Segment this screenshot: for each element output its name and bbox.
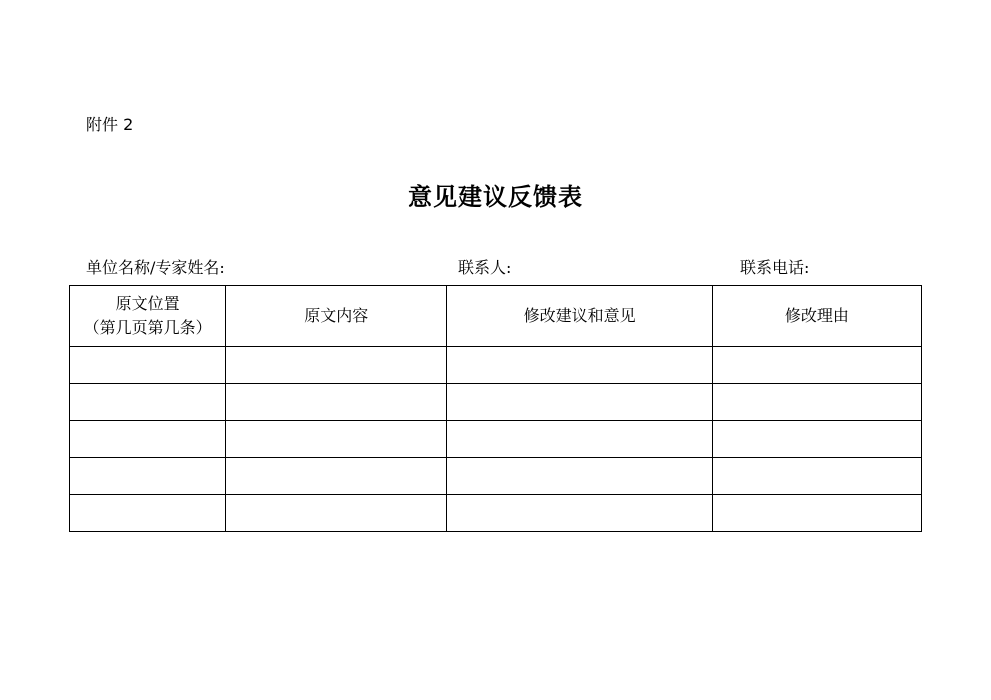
table-cell[interactable] <box>226 458 447 495</box>
table-cell[interactable] <box>226 421 447 458</box>
header-suggestions: 修改建议和意见 <box>447 286 712 347</box>
table-cell[interactable] <box>712 458 921 495</box>
table-cell[interactable] <box>226 347 447 384</box>
table-cell[interactable] <box>712 384 921 421</box>
table-cell[interactable] <box>70 347 226 384</box>
table-row <box>70 347 922 384</box>
table-row <box>70 421 922 458</box>
table-cell[interactable] <box>226 384 447 421</box>
page-title: 意见建议反馈表 <box>408 182 583 211</box>
attachment-label: 附件 2 <box>86 115 134 134</box>
contact-person-label: 联系人: <box>458 258 512 277</box>
feedback-table <box>69 285 922 532</box>
table-cell[interactable] <box>447 421 712 458</box>
table-cell[interactable] <box>712 495 921 532</box>
table-cell[interactable] <box>70 495 226 532</box>
table-cell[interactable] <box>70 421 226 458</box>
table-cell[interactable] <box>712 421 921 458</box>
table-cell[interactable] <box>447 384 712 421</box>
table-row <box>70 495 922 532</box>
table-cell[interactable] <box>712 347 921 384</box>
header-row <box>70 286 922 347</box>
contact-phone-label: 联系电话: <box>740 258 810 277</box>
header-original-position-line2: （第几页第几条） <box>83 318 212 337</box>
unit-name-label: 单位名称/专家姓名: <box>86 258 225 277</box>
header-original-position <box>70 286 226 347</box>
table-row <box>70 458 922 495</box>
header-reason: 修改理由 <box>712 286 921 347</box>
table-cell[interactable] <box>447 495 712 532</box>
table-cell[interactable] <box>70 384 226 421</box>
header-original-content: 原文内容 <box>226 286 447 347</box>
header-original-position-line1: 原文位置 <box>115 294 180 313</box>
table-cell[interactable] <box>70 458 226 495</box>
table-cell[interactable] <box>447 458 712 495</box>
table-cell[interactable] <box>226 495 447 532</box>
table-row <box>70 384 922 421</box>
table-cell[interactable] <box>447 347 712 384</box>
